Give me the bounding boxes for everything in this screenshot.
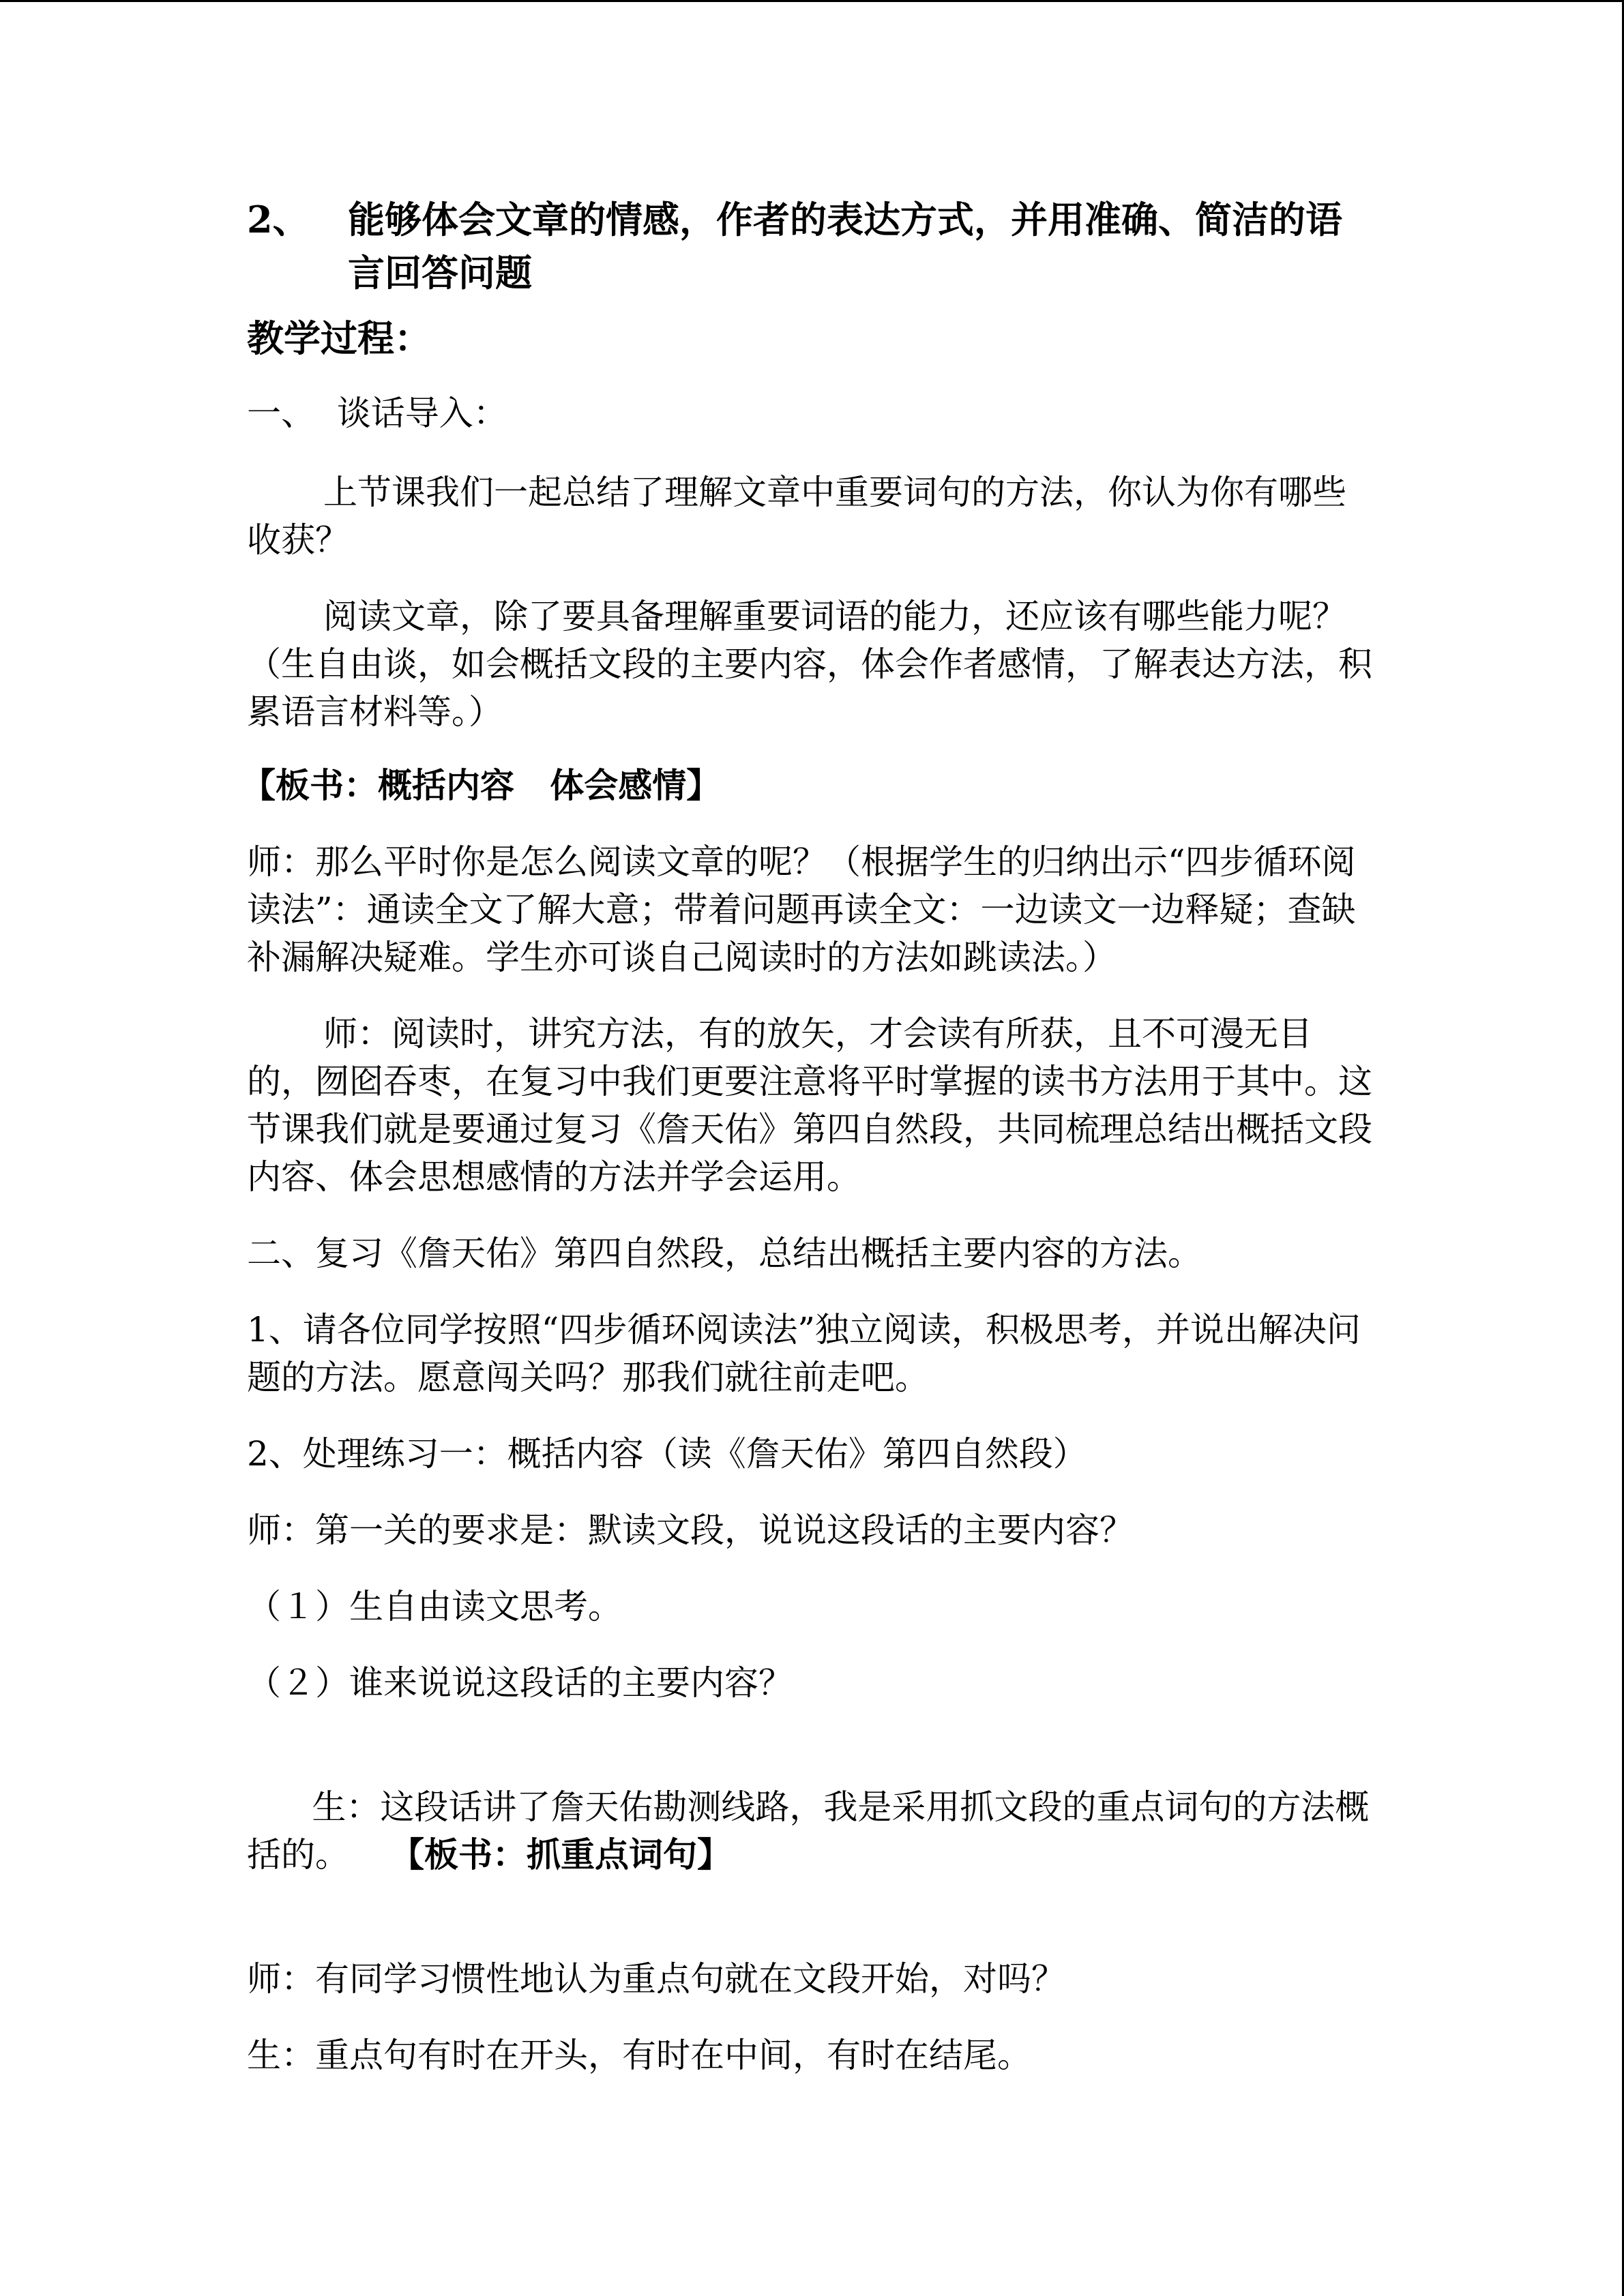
teacher-question-1: 师：第一关的要求是：默读文段，说说这段话的主要内容？ [247, 1510, 1134, 1550]
paragraph-4: 师：阅读时，讲究方法，有的放矢，才会读有所获，且不可漫无目的，囫囵吞枣，在复习中我们更要注意将平时掌握的读书方法用于其中。这节课我们就是要通过复习《詹天佑》第四自然段，共同梳理总结出概括文段内容、体会思想感情的方法并学会运用。 [247, 1014, 1372, 1197]
step-2: （２）谁来说说这段话的主要内容？ [247, 1663, 793, 1703]
paragraph-1: 上节课我们一起总结了理解文章中重要词句的方法，你认为你有哪些收获？ [247, 473, 1346, 560]
board-note-1: 【板书：概括内容 体会感情】 [241, 765, 721, 805]
document-body [241, 193, 1372, 2079]
objective-item [247, 193, 1372, 299]
paragraph-3: 师：那么平时你是怎么阅读文章的呢？（根据学生的归纳出示“四步循环阅读法”：通读全文了解大意；带着问题再读全文：一边读文一边释疑；查缺补漏解决疑难。学生亦可谈自己阅读时的方法如跳读法。） [247, 842, 1356, 977]
objective-text: 能够体会文章的情感，作者的表达方式，并用准确、简洁的语言回答问题 [348, 198, 1342, 295]
student-answer-2: 生：重点句有时在开头，有时在中间，有时在结尾。 [247, 2036, 1031, 2075]
process-heading: 教学过程： [247, 316, 431, 360]
section1-heading: 一、 谈话导入： [247, 393, 507, 433]
teacher-question-2: 师：有同学习惯性地认为重点句就在文段开始，对吗？ [247, 1959, 1065, 1999]
list-item-1: 1、请各位同学按照“四步循环阅读法”独立阅读，积极思考，并说出解决问题的方法。愿意闯关吗？那我们就往前走吧。 [247, 1310, 1361, 1397]
student-answer-1 [247, 1735, 1372, 1926]
objective-number: 2、 [247, 198, 310, 241]
paragraph-2: 阅读文章，除了要具备理解重要词语的能力，还应该有哪些能力呢？（生自由谈，如会概括文段的主要内容，体会作者感情，了解表达方法，积累语言材料等。） [247, 597, 1372, 732]
board-note-2: 【板书：抓重点词句】 [390, 1834, 731, 1875]
section2-heading: 二、复习《詹天佑》第四自然段，总结出概括主要内容的方法。 [247, 1234, 1202, 1273]
list-item-2: 2、处理练习一：概括内容（读《詹天佑》第四自然段） [247, 1434, 1087, 1474]
student-answer-1-text: 生：这段话讲了詹天佑勘测线路，我是采用抓文段的重点词句的方法概括的。 [247, 1787, 1370, 1875]
step-1: （１）生自由读文思考。 [247, 1587, 622, 1626]
